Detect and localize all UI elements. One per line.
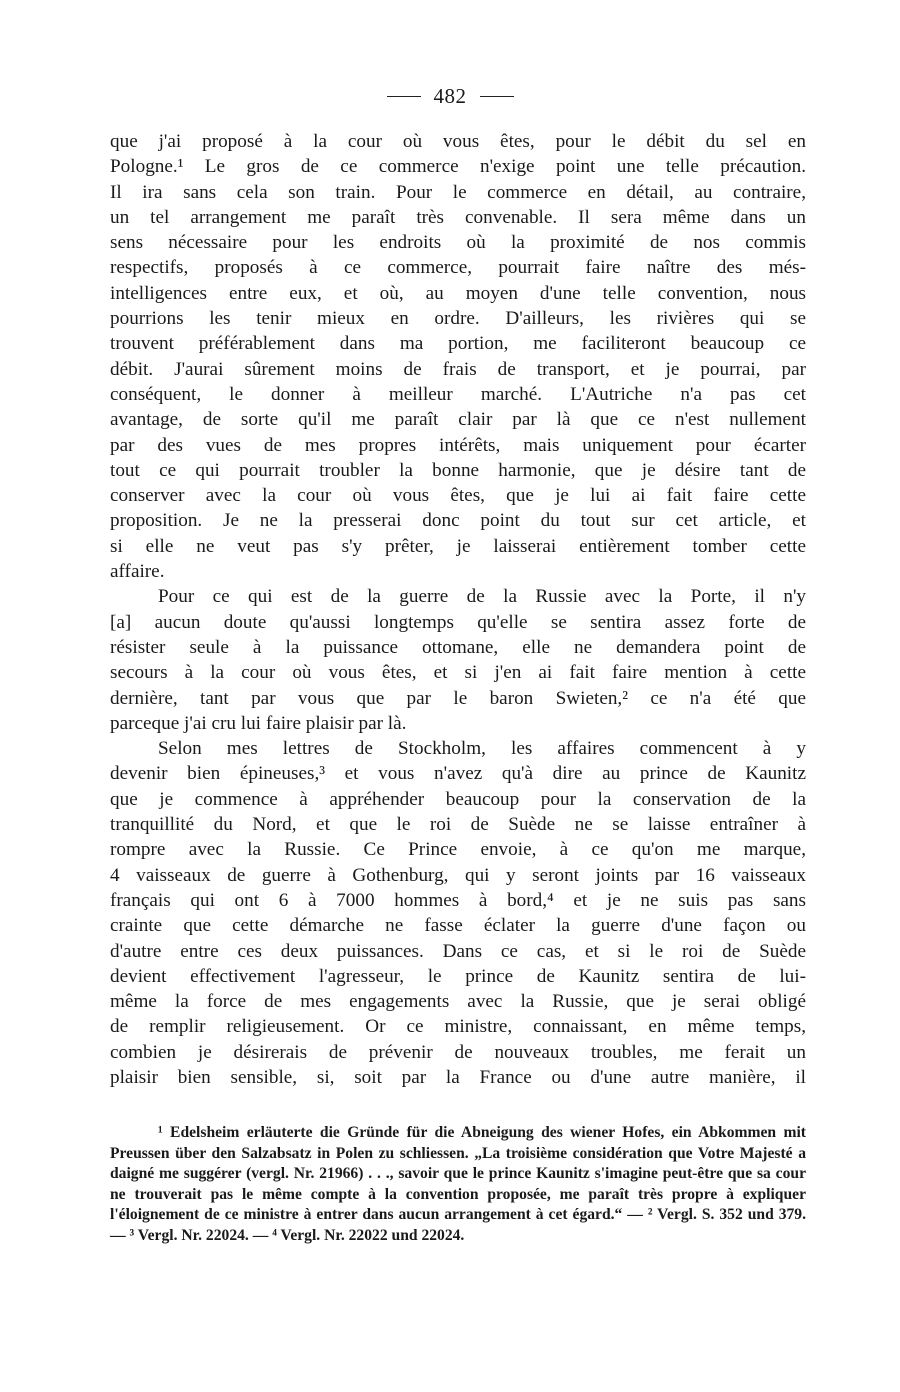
text-line: Pour ce qui est de la guerre de la Russie avec la Porte, il n'y — [158, 586, 806, 608]
text-line: avantage, de sorte qu'il me paraît clair par là que ce n'est nullement — [110, 409, 806, 431]
text-line: intelligences entre eux, et où, au moyen d'une telle convention, nous — [110, 282, 806, 304]
page-header — [0, 84, 900, 109]
text-line: Selon mes lettres de Stockholm, les affaires commencent à y — [158, 738, 806, 760]
header-rule-right — [480, 96, 514, 97]
text-line: affaire. — [110, 561, 165, 583]
text-line: Pologne.¹ Le gros de ce commerce n'exige point une telle précaution. — [110, 156, 806, 178]
page-number: 482 — [433, 84, 467, 108]
footnote-text: ¹ Edelsheim erläuterte die Gründe für die Abneigung des wiener Hofes, ein Abkommen mit Preussen über den Salzabsatz in Polen zu schliessen. „La troisième considération que Votre Majesté a daigné me suggérer (vergl. Nr. 21966) . . ., savoir que le prince Kaunitz s'imagine peut-être que sa cour ne trouverait pas le même compte à la convention proposée, me paraît très propre à expliquer l'éloignement de ce ministre à entrer dans aucun arrangement à cet égard.“ — ² Vergl. S. 352 und 379. — ³ Vergl. Nr. 22024. — ⁴ Vergl. Nr. 22022 und 22024. — [110, 1124, 806, 1244]
text-line: Il ira sans cela son train. Pour le commerce en détail, au contraire, — [110, 181, 806, 203]
text-line: parceque j'ai cru lui faire plaisir par là. — [110, 712, 407, 734]
text-line: sens nécessaire pour les endroits où la proximité de nos commis — [110, 232, 806, 254]
text-line: secours à la cour où vous êtes, et si j'en ai fait faire mention à cette — [110, 662, 806, 684]
text-line: français qui ont 6 à 7000 hommes à bord,⁴ et je ne suis pas sans — [110, 889, 806, 911]
text-line: d'autre entre ces deux puissances. Dans ce cas, et si le roi de Suède — [110, 940, 806, 962]
text-line: 4 vaisseaux de guerre à Gothenburg, qui y seront joints par 16 vaisseaux — [110, 864, 806, 886]
text-line: conserver avec la cour où vous êtes, que je lui ai fait faire cette — [110, 485, 806, 507]
text-line: que j'ai proposé à la cour où vous êtes, pour le débit du sel en — [110, 131, 806, 152]
text-line: [a] aucun doute qu'aussi longtemps qu'elle se sentira assez forte de — [110, 611, 806, 633]
text-line: un tel arrangement me paraît très convenable. Il sera même dans un — [110, 206, 806, 228]
footnotes — [110, 1123, 806, 1247]
text-line: que je commence à appréhender beaucoup pour la conservation de la — [110, 788, 806, 810]
text-line: tout ce qui pourrait troubler la bonne harmonie, que je désire tant de — [110, 459, 806, 481]
text-line: de remplir religieusement. Or ce ministre, connaissant, en même temps, — [110, 1016, 806, 1038]
text-line: si elle ne veut pas s'y prêter, je laisserai entièrement tomber cette — [110, 535, 806, 557]
text-line: tranquillité du Nord, et que le roi de Suède ne se laisse entraîner à — [110, 814, 806, 836]
text-line: résister seule à la puissance ottomane, elle ne demandera point de — [110, 636, 806, 658]
header-rule-left — [387, 96, 421, 97]
text-line: combien je désirerais de prévenir de nouveaux troubles, me ferait un — [110, 1041, 806, 1063]
text-line: respectifs, proposés à ce commerce, pourrait faire naître des més- — [110, 257, 806, 279]
text-line: crainte que cette démarche ne fasse éclater la guerre d'une façon ou — [110, 915, 806, 937]
text-line: rompre avec la Russie. Ce Prince envoie, à ce qu'on me marque, — [110, 839, 806, 861]
text-line: plaisir bien sensible, si, soit par la France ou d'une autre manière, il — [110, 1066, 806, 1088]
text-line: pourrions les tenir mieux en ordre. D'ailleurs, les rivières qui se — [110, 308, 806, 330]
text-line: conséquent, le donner à meilleur marché. L'Autriche n'a pas cet — [110, 383, 806, 405]
text-line: même la force de mes engagements avec la Russie, que je serai obligé — [110, 991, 806, 1013]
text-line: proposition. Je ne la presserai donc point du tout sur cet article, et — [110, 510, 806, 532]
text-line: devient effectivement l'agresseur, le prince de Kaunitz sentira de lui- — [110, 965, 806, 987]
text-line: trouvent préférablement dans ma portion, me faciliteront beaucoup ce — [110, 333, 806, 355]
text-line: par des vues de mes propres intérêts, mais uniquement pour écarter — [110, 434, 806, 456]
text-line: débit. J'aurai sûrement moins de frais de transport, et je pourrai, par — [110, 358, 806, 380]
text-line: dernière, tant par vous que par le baron Swieten,² ce n'a été que — [110, 687, 806, 709]
text-line: devenir bien épineuses,³ et vous n'avez qu'à dire au prince de Kaunitz — [110, 763, 806, 785]
body-text — [110, 129, 806, 1090]
